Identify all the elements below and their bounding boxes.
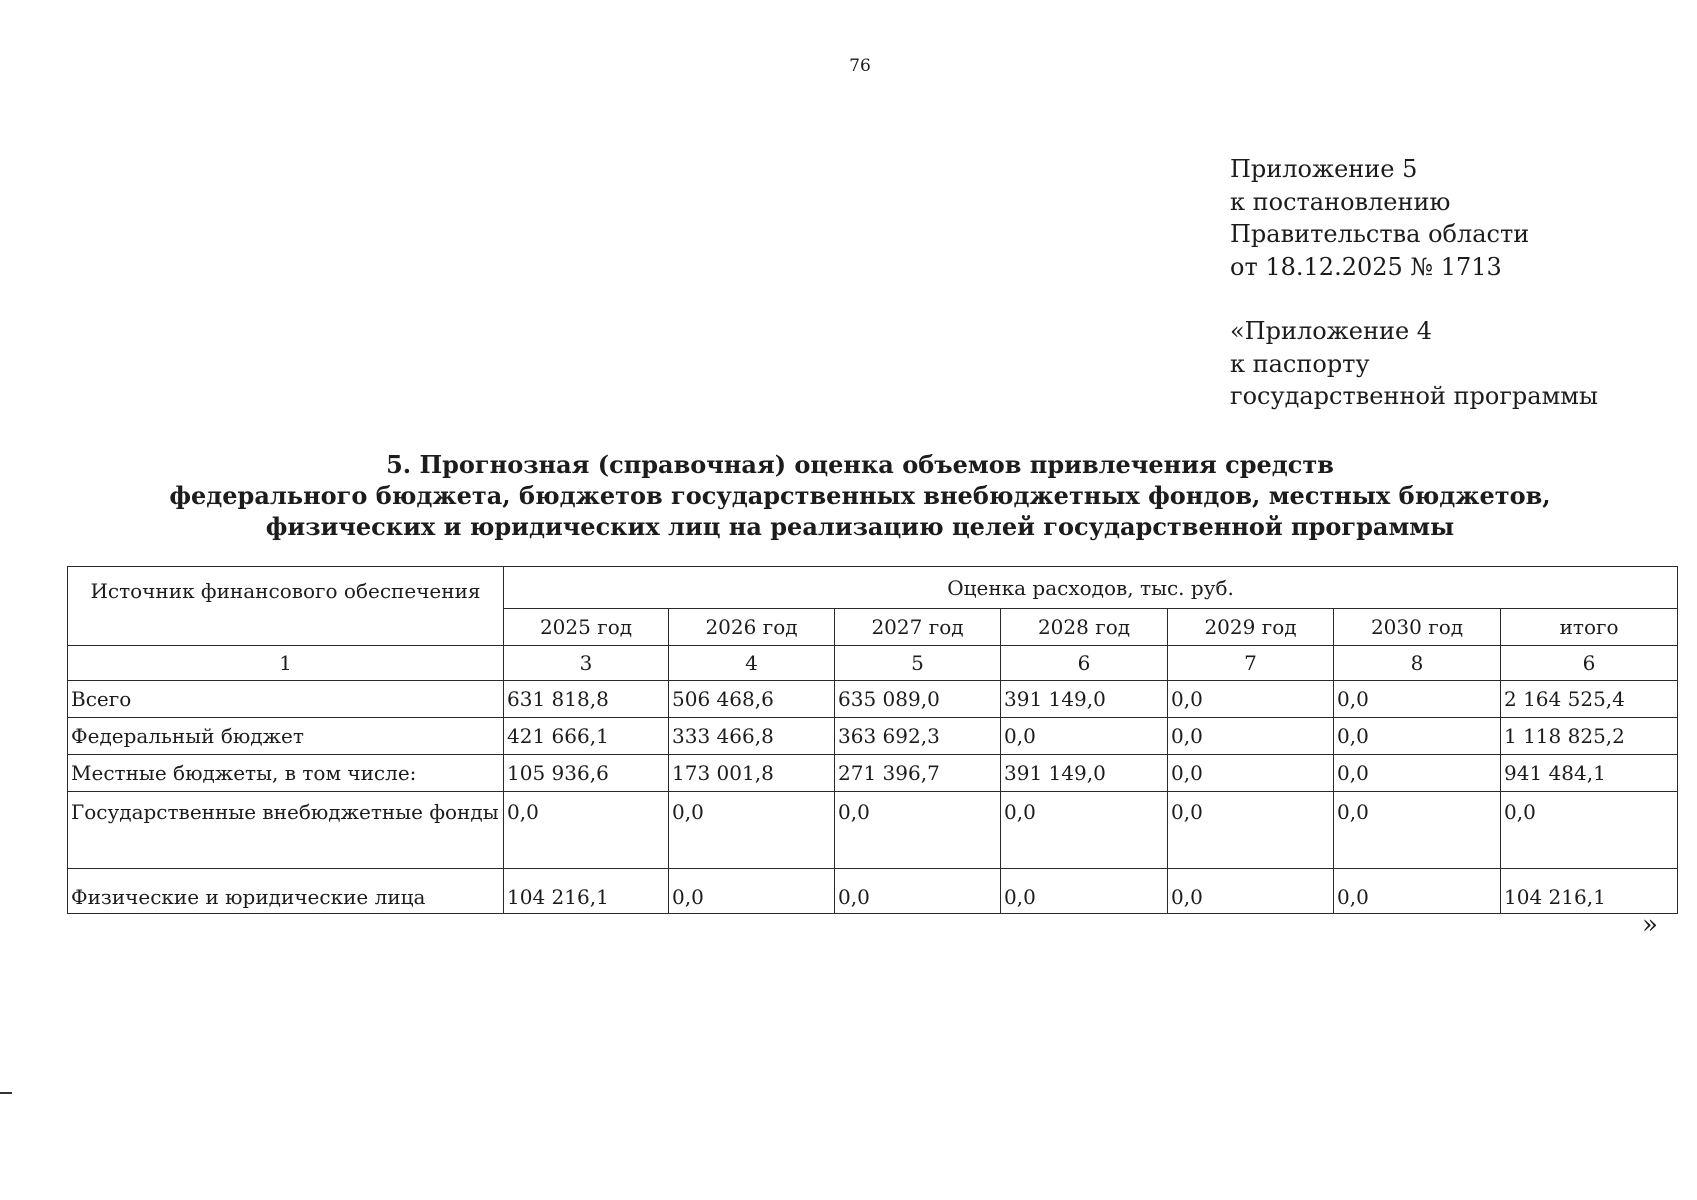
table-cell: 1 118 825,2: [1501, 718, 1678, 755]
table-row-federal-budget: [68, 718, 1678, 755]
appendix-line: Правительства области: [1230, 220, 1530, 248]
table-cell: 0,0: [1334, 681, 1501, 718]
table-cell: 0,0: [1334, 718, 1501, 755]
table-cell: 0,0: [1168, 792, 1334, 869]
table-cell: 105 936,6: [504, 755, 669, 792]
table-cell: 0,0: [1501, 792, 1678, 869]
table-cell: 0,0: [669, 792, 835, 869]
table-row-extrabudgetary-funds: [68, 792, 1678, 869]
expense-estimate-header: Оценка расходов, тыс. руб.: [504, 567, 1678, 609]
table-cell: 271 396,7: [835, 755, 1001, 792]
row-label: Государственные внебюджетные фонды: [68, 792, 504, 869]
funding-table-container: [67, 566, 1657, 914]
year-header: 2029 год: [1168, 609, 1334, 646]
table-row-local-budgets: [68, 755, 1678, 792]
column-number: 6: [1501, 646, 1678, 681]
table-cell: 0,0: [504, 792, 669, 869]
table-cell: 333 466,8: [669, 718, 835, 755]
table-cell: 0,0: [1334, 792, 1501, 869]
section-title-line: 5. Прогнозная (справочная) оценка объемов привлечения средств: [386, 450, 1334, 479]
table-cell: 0,0: [835, 869, 1001, 914]
table-cell: 506 468,6: [669, 681, 835, 718]
table-row-total: [68, 681, 1678, 718]
column-number: 6: [1001, 646, 1168, 681]
table-cell: 0,0: [1001, 718, 1168, 755]
closing-quote: »: [1642, 910, 1658, 940]
table-cell: 0,0: [1168, 755, 1334, 792]
appendix-line: к постановлению: [1230, 187, 1451, 216]
margin-dash: [0, 1092, 12, 1094]
appendix-line: «Приложение 4: [1230, 317, 1433, 345]
section-title-line: федерального бюджета, бюджетов государственных внебюджетных фондов, местных бюджетов,: [169, 481, 1551, 510]
table-cell: 0,0: [835, 792, 1001, 869]
appendix-line: к паспорту: [1230, 349, 1370, 378]
section-title: [0, 449, 1697, 542]
table-cell: 0,0: [1168, 869, 1334, 914]
column-number: 5: [835, 646, 1001, 681]
table-cell: 0,0: [1001, 869, 1168, 914]
table-cell: 391 149,0: [1001, 681, 1168, 718]
table-cell: 173 001,8: [669, 755, 835, 792]
total-header: итого: [1501, 609, 1678, 646]
column-number: 3: [504, 646, 669, 681]
table-cell: 363 692,3: [835, 718, 1001, 755]
appendix-line: государственной программы: [1230, 382, 1599, 410]
table-row-individuals-and-legal-entities: [68, 869, 1678, 914]
table-cell: 941 484,1: [1501, 755, 1678, 792]
appendix-line: Приложение 5: [1230, 155, 1418, 183]
table-cell: 421 666,1: [504, 718, 669, 755]
table-cell: 0,0: [1334, 755, 1501, 792]
row-label: Физические и юридические лица: [68, 869, 504, 914]
column-number: 7: [1168, 646, 1334, 681]
appendix-block-resolution: [1230, 153, 1598, 283]
column-number: 4: [669, 646, 835, 681]
appendix-line: от 18.12.2025 № 1713: [1230, 252, 1502, 281]
table-cell: 631 818,8: [504, 681, 669, 718]
appendix-reference: [1230, 153, 1598, 413]
section-title-line: физических и юридических лиц на реализацию целей государственной программы: [265, 512, 1455, 541]
table-cell: 0,0: [1334, 869, 1501, 914]
page-number: 76: [849, 56, 871, 76]
column-number-row: [68, 646, 1678, 681]
row-label: Всего: [68, 681, 504, 718]
funding-table: [67, 566, 1678, 914]
table-cell: 0,0: [669, 869, 835, 914]
year-header: 2028 год: [1001, 609, 1168, 646]
column-number: 8: [1334, 646, 1501, 681]
year-header: 2025 год: [504, 609, 669, 646]
table-cell: 0,0: [1168, 681, 1334, 718]
table-cell: 391 149,0: [1001, 755, 1168, 792]
source-header: Источник финансового обеспечения: [68, 567, 504, 646]
year-header: 2026 год: [669, 609, 835, 646]
table-header-row: [68, 567, 1678, 609]
row-label: Федеральный бюджет: [68, 718, 504, 755]
row-label: Местные бюджеты, в том числе:: [68, 755, 504, 792]
table-cell: 0,0: [1168, 718, 1334, 755]
year-header: 2027 год: [835, 609, 1001, 646]
table-cell: 635 089,0: [835, 681, 1001, 718]
table-cell: 104 216,1: [1501, 869, 1678, 914]
table-cell: 0,0: [1001, 792, 1168, 869]
table-cell: 2 164 525,4: [1501, 681, 1678, 718]
appendix-block-passport: [1230, 315, 1598, 413]
table-cell: 104 216,1: [504, 869, 669, 914]
column-number: 1: [68, 646, 504, 681]
year-header: 2030 год: [1334, 609, 1501, 646]
